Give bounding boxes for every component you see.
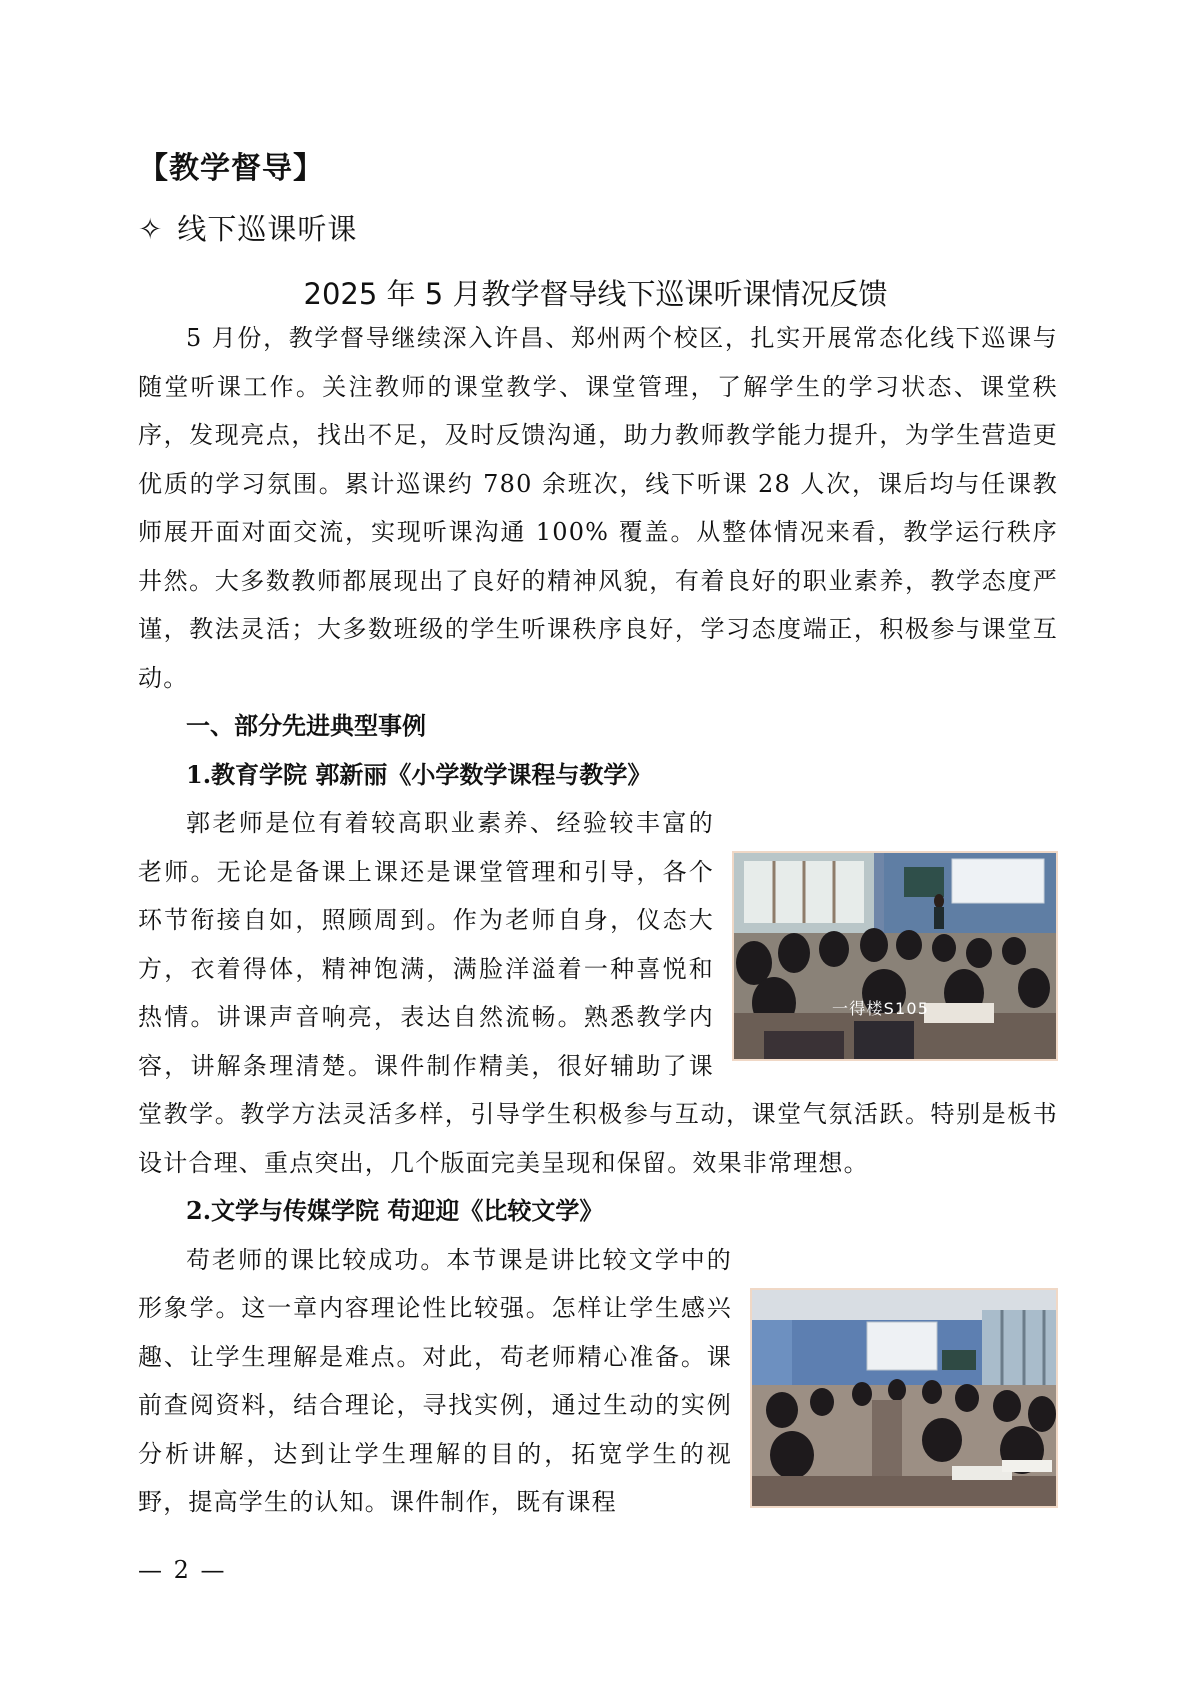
case1-title: 1.教育学院 郭新丽《小学数学课程与教学》	[186, 759, 652, 789]
page-number: — 2 —	[138, 1556, 227, 1584]
document-title: 2025 年 5 月教学督导线下巡课听课情况反馈	[303, 277, 888, 311]
case1-paragraph	[138, 799, 1058, 1187]
subsection-title: 线下巡课听课	[177, 212, 358, 246]
case1-text: 郭老师是位有着较高职业素养、经验较丰富的老师。无论是备课上课还是课堂管理和引导，各个环节衔接自如，照顾周到。作为老师自身，仪态大方，衣着得体，精神饱满，满脸洋溢着一种喜悦和热情。讲课声音响亮，表达自然流畅。熟悉教学内容，讲解条理清楚。课件制作精美，很好辅助了课堂教学。教学方法灵活多样，引导学生积极参与互动，课堂气氛活跃。特别是板书设计合理、重点突出，几个版面完美呈现和保留。效果非常理想。	[138, 809, 1058, 1177]
subsection-heading	[138, 207, 357, 248]
body-text	[138, 314, 1058, 1527]
photo-caption: 一得楼S105	[832, 998, 930, 1018]
sparkle-icon: ✧	[138, 212, 164, 246]
section-tag: 【教学督导】	[138, 151, 324, 186]
case2-title: 2.文学与传媒学院 苟迎迎《比较文学》	[186, 1196, 604, 1225]
heading-examples: 一、部分先进典型事例	[186, 712, 426, 740]
case1-classroom-photo	[732, 851, 1058, 1061]
case2-classroom-photo	[750, 1288, 1058, 1508]
case2-text: 苟老师的课比较成功。本节课是讲比较文学中的形象学。这一章内容理论性比较强。怎样让学生感兴趣、让学生理解是难点。对此，苟老师精心准备。课前查阅资料，结合理论，寻找实例，通过生动的实例分析讲解，达到让学生理解的目的，拓宽学生的视野，提高学生的认知。课件制作，既有课程	[138, 1245, 732, 1516]
case2-paragraph	[138, 1236, 1058, 1527]
intro-paragraph: 5 月份，教学督导继续深入许昌、郑州两个校区，扎实开展常态化线下巡课与随堂听课工作。关注教师的课堂教学、课堂管理，了解学生的学习状态、课堂秩序，发现亮点，找出不足，及时反馈沟通，助力教师教学能力提升，为学生营造更优质的学习氛围。累计巡课约 780 余班次，线下听课 28 人次，课后均与任课教师展开面对面交流，实现听课沟通 100% 覆盖。从整体情况来看，教学运行秩序井然。大多数教师都展现出了良好的精神风貌，有着良好的职业素养，教学态度严谨，教法灵活；大多数班级的学生听课秩序良好，学习态度端正，积极参与课堂互动。	[138, 324, 1058, 692]
